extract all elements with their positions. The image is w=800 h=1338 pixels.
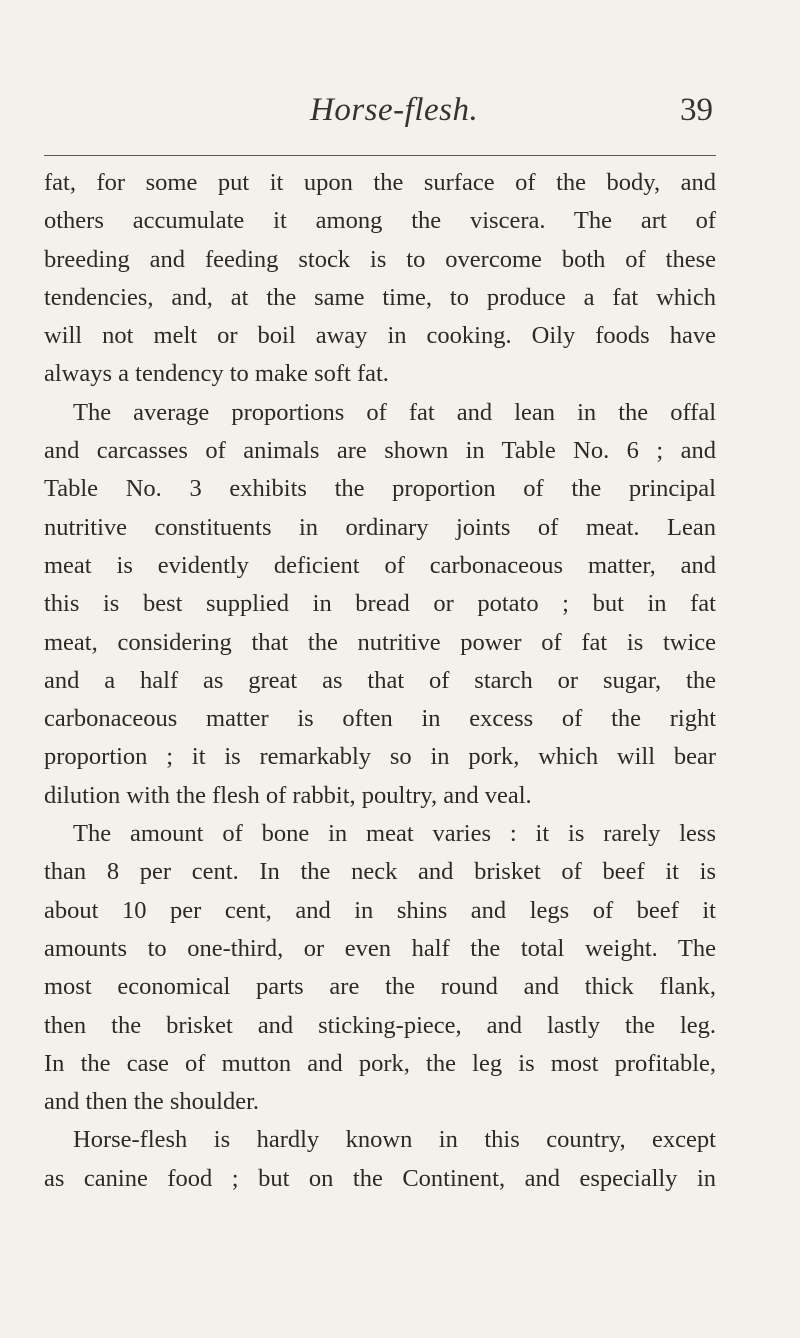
text-line: meat, considering that the nutritive power of fat is twice xyxy=(44,628,716,656)
header-rule xyxy=(44,155,716,156)
text-line: Table No. 3 exhibits the proportion of the principal xyxy=(44,475,716,503)
page-number: 39 xyxy=(680,92,713,128)
text-line: others accumulate it among the viscera. The art of xyxy=(44,207,716,235)
text-line: dilution with the flesh of rabbit, poultry, and veal. xyxy=(44,781,532,809)
text-line: tendencies, and, at the same time, to produce a fat which xyxy=(44,283,716,311)
text-line: fat, for some put it upon the surface of the body, and xyxy=(44,169,716,196)
text-line: will not melt or boil away in cooking. Oily foods have xyxy=(44,322,716,350)
text-line: then the brisket and sticking-piece, and lastly the leg. xyxy=(44,1011,716,1039)
text-line: carbonaceous matter is often in excess of the right xyxy=(44,705,716,733)
text-line: and carcasses of animals are shown in Table No. 6 ; and xyxy=(44,437,716,465)
body-text xyxy=(44,164,716,1198)
text-line: most economical parts are the round and thick flank, xyxy=(44,973,716,1001)
text-line: Horse-flesh is hardly known in this country, except xyxy=(73,1126,716,1154)
text-line: amounts to one-third, or even half the total weight. The xyxy=(44,934,716,962)
text-line: than 8 per cent. In the neck and brisket of beef it is xyxy=(44,858,716,886)
text-line: about 10 per cent, and in shins and legs of beef it xyxy=(44,896,716,924)
text-line: The amount of bone in meat varies : it is rarely less xyxy=(73,820,716,848)
text-line: nutritive constituents in ordinary joints of meat. Lean xyxy=(44,513,716,541)
text-line: meat is evidently deficient of carbonaceous matter, and xyxy=(44,551,716,579)
running-head xyxy=(0,92,800,142)
text-line: and then the shoulder. xyxy=(44,1088,260,1116)
text-line: The average proportions of fat and lean in the offal xyxy=(73,398,716,426)
text-line: and a half as great as that of starch or sugar, the xyxy=(44,666,716,694)
text-line: In the case of mutton and pork, the leg is most profitable, xyxy=(44,1049,716,1077)
text-line: always a tendency to make soft fat. xyxy=(44,360,389,388)
text-line: this is best supplied in bread or potato ; but in fat xyxy=(44,590,716,618)
text-line: as canine food ; but on the Continent, and especially in xyxy=(44,1164,716,1192)
text-line: proportion ; it is remarkably so in pork, which will bear xyxy=(44,743,716,771)
text-line: breeding and feeding stock is to overcome both of these xyxy=(44,245,716,273)
running-title: Horse-flesh. xyxy=(310,92,479,128)
